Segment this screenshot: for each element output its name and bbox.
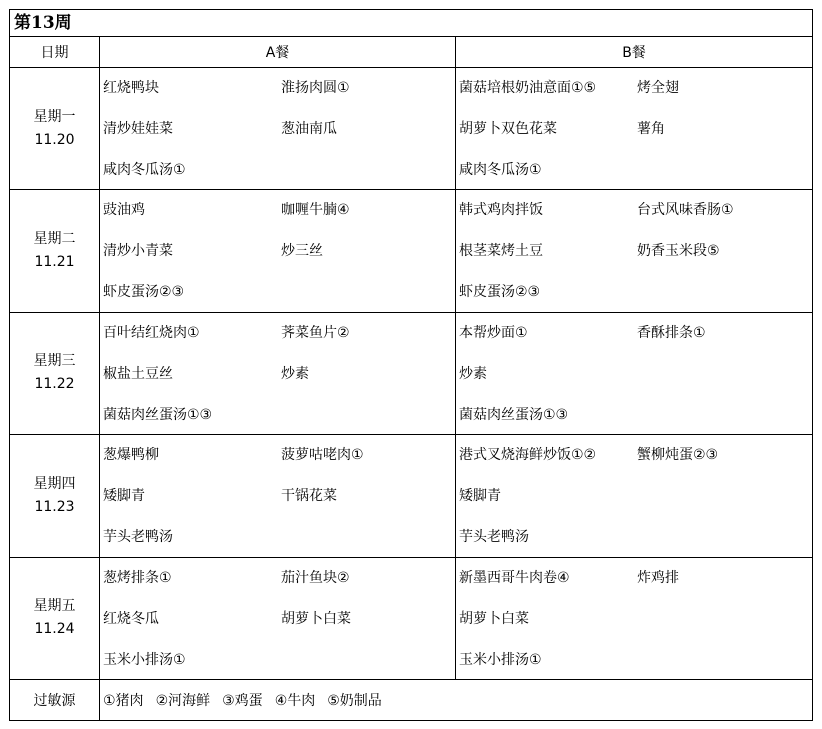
header-a-meal: A餐: [100, 37, 456, 67]
menu-cell-b: [456, 435, 812, 556]
dish-item: 葱爆鸭柳: [103, 447, 159, 464]
dish-item: 港式叉烧海鲜炒饭①②: [459, 447, 597, 464]
dish-item: 荠菜鱼片②: [281, 324, 350, 341]
dish-item: 虾皮蛋汤②③: [103, 284, 185, 301]
dish-item: 清炒小青菜: [103, 243, 173, 260]
dish-item: 胡萝卜双色花菜: [459, 121, 557, 137]
dish-item: 红烧冬瓜: [103, 610, 159, 627]
dish-item: 奶香玉米段⑤: [637, 243, 720, 260]
menu-cell-a: [100, 68, 456, 189]
dish-item: 清炒娃娃菜: [103, 121, 173, 137]
allergen-item: ②河海鲜: [155, 693, 211, 709]
dish-item: 葱烤排条①: [103, 569, 172, 586]
menu-cell-a: [100, 435, 456, 556]
day-row: [10, 313, 812, 435]
dish-item: 椒盐土豆丝: [103, 365, 173, 382]
weekday-label: 星期五: [33, 598, 76, 615]
weekday-label: 星期四: [33, 475, 76, 492]
menu-cell-a: [100, 190, 456, 311]
date-cell: [10, 435, 100, 556]
dish-item: 薯角: [637, 121, 665, 137]
dish-item: 韩式鸡肉拌饭: [459, 202, 543, 219]
dish-item: 茄汁鱼块②: [281, 569, 350, 586]
dish-item: 咸肉冬瓜汤①: [459, 162, 542, 178]
day-row: [10, 558, 812, 680]
dish-item: 菌菇肉丝蛋汤①③: [459, 406, 569, 423]
dish-item: 矮脚青: [459, 488, 501, 505]
dish-item: 淮扬肉圆①: [281, 80, 350, 96]
dish-item: 香酥排条①: [637, 324, 706, 341]
dish-item: 台式风味香肠①: [637, 202, 734, 219]
dish-item: 芋头老鸭汤: [459, 529, 529, 546]
date-label: 11.20: [34, 131, 75, 148]
date-label: 11.24: [34, 621, 75, 638]
dish-item: 炒素: [281, 365, 309, 382]
dish-item: 咸肉冬瓜汤①: [103, 162, 186, 178]
allergen-row: [10, 680, 812, 720]
dish-item: 菌菇培根奶油意面①⑤: [459, 80, 597, 96]
dish-item: 本帮炒面①: [459, 324, 528, 341]
menu-cell-b: [456, 558, 812, 679]
menu-table: [9, 9, 813, 721]
allergen-label: 过敏源: [10, 680, 100, 720]
date-label: 11.23: [34, 498, 75, 515]
menu-cell-a: [100, 558, 456, 679]
date-label: 11.22: [34, 376, 75, 393]
header-row: [10, 37, 812, 68]
dish-item: 胡萝卜白菜: [459, 610, 529, 627]
weekday-label: 星期三: [33, 353, 76, 370]
dish-item: 炒素: [459, 365, 487, 382]
dish-item: 玉米小排汤①: [459, 651, 542, 668]
dish-item: 矮脚青: [103, 488, 145, 505]
dish-item: 虾皮蛋汤②③: [459, 284, 541, 301]
dish-item: 新墨西哥牛肉卷④: [459, 569, 570, 586]
dish-item: 菌菇肉丝蛋汤①③: [103, 406, 213, 423]
allergen-item: ①猪肉: [103, 693, 144, 709]
menu-cell-b: [456, 313, 812, 434]
dish-item: 咖喱牛腩④: [281, 202, 350, 219]
weekday-label: 星期一: [33, 108, 76, 125]
menu-cell-b: [456, 68, 812, 189]
date-cell: [10, 190, 100, 311]
header-date: 日期: [10, 37, 100, 67]
dish-item: 干锅花菜: [281, 488, 337, 505]
dish-item: 芋头老鸭汤: [103, 529, 173, 546]
dish-item: 胡萝卜白菜: [281, 610, 351, 627]
allergen-item: ③鸡蛋: [222, 693, 263, 709]
dish-item: 根茎菜烤土豆: [459, 243, 543, 260]
day-row: [10, 68, 812, 190]
allergen-item: ⑤奶制品: [327, 693, 382, 709]
allergen-item: ④牛肉: [274, 693, 316, 709]
dish-item: 蟹柳炖蛋②③: [637, 447, 719, 464]
dish-item: 炒三丝: [281, 243, 323, 260]
week-title: 第13周: [10, 10, 812, 37]
menu-cell-b: [456, 190, 812, 311]
day-row: [10, 190, 812, 312]
weekday-label: 星期二: [33, 231, 76, 248]
dish-item: 红烧鸭块: [103, 80, 159, 96]
allergen-list: [100, 680, 812, 720]
dish-item: 百叶结红烧肉①: [103, 324, 200, 341]
menu-cell-a: [100, 313, 456, 434]
date-label: 11.21: [34, 254, 75, 271]
dish-item: 豉油鸡: [103, 202, 145, 219]
dish-item: 炸鸡排: [637, 569, 679, 586]
date-cell: [10, 313, 100, 434]
dish-item: 菠萝咕咾肉①: [281, 447, 364, 464]
header-b-meal: B餐: [622, 45, 646, 61]
date-cell: [10, 558, 100, 679]
date-cell: [10, 68, 100, 189]
dish-item: 葱油南瓜: [281, 121, 337, 137]
day-row: [10, 435, 812, 557]
dish-item: 烤全翅: [637, 80, 679, 96]
dish-item: 玉米小排汤①: [103, 651, 186, 668]
